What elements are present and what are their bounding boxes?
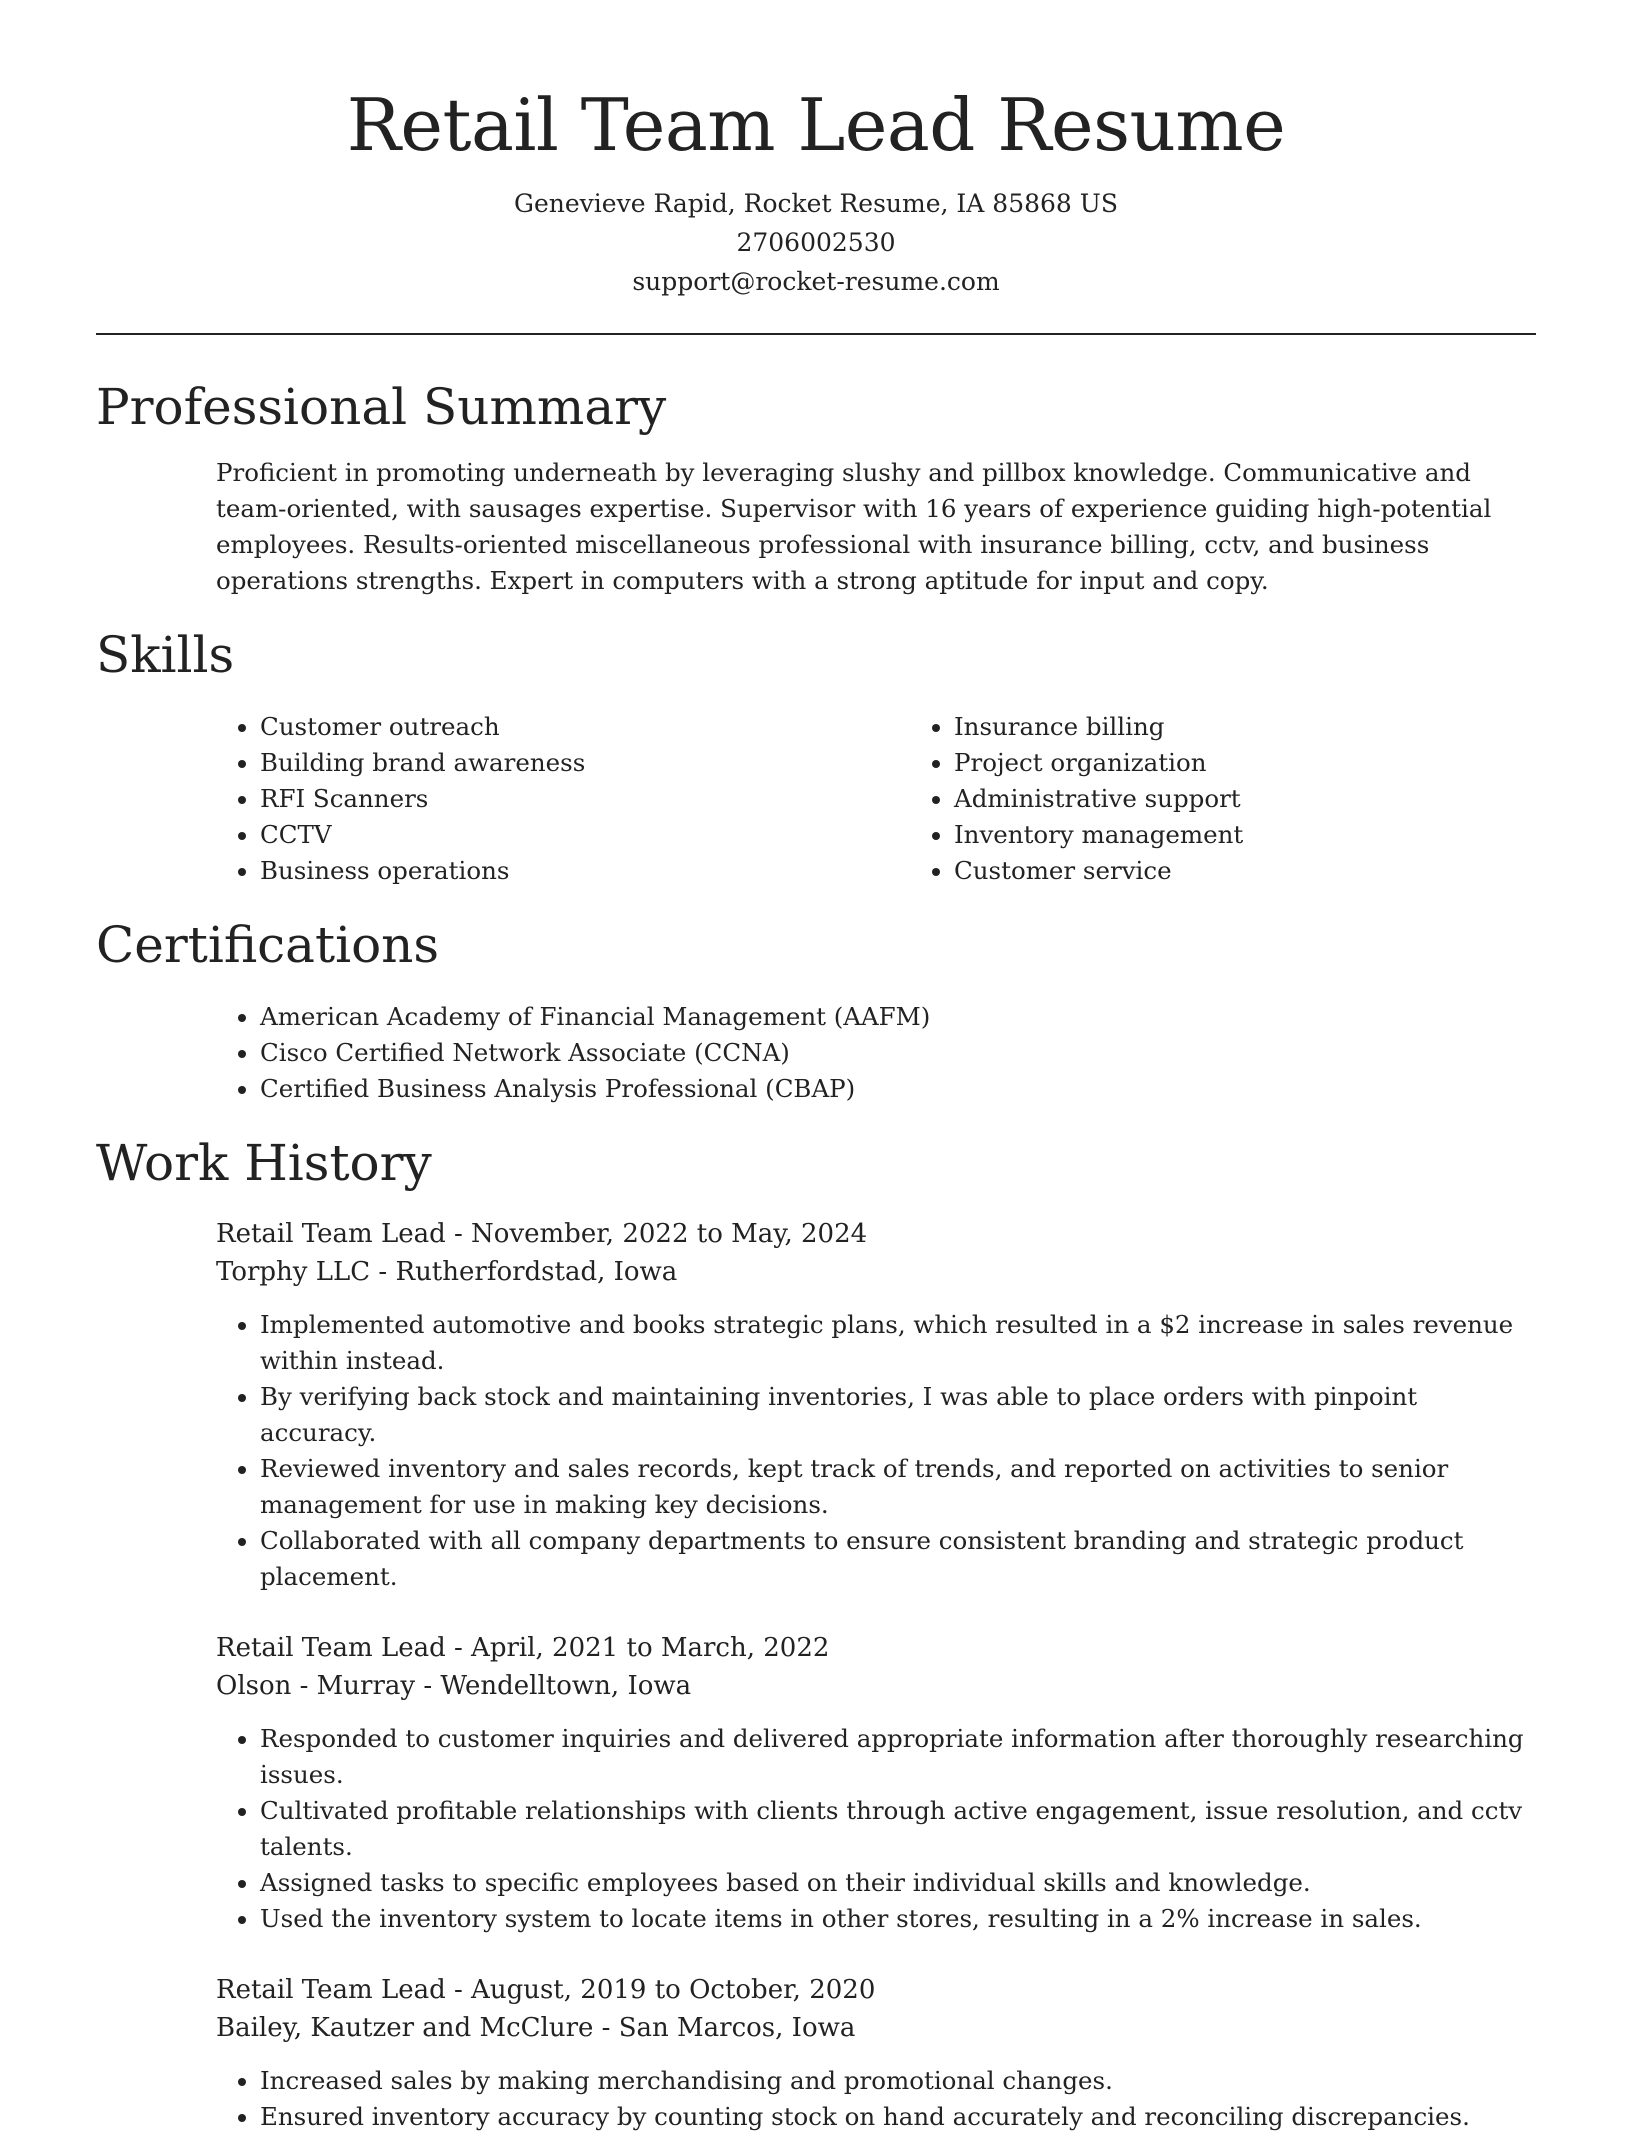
job-entry bbox=[216, 1629, 1536, 1937]
job-company-line: Bailey, Kautzer and McClure - San Marcos, Iowa bbox=[216, 2013, 856, 2043]
skill-item: • Administrative support bbox=[954, 781, 1243, 817]
job-bullet: • Ensured inventory accuracy by counting stock on hand accurately and reconciling discrepancies. bbox=[260, 2099, 1536, 2135]
job-bullet: • Reviewed inventory and sales records, kept track of trends, and reported on activities to senior management for use in making key decisions. bbox=[260, 1451, 1536, 1523]
job-bullet: • Collaborated with all company departments to ensure consistent branding and strategic product placement. bbox=[260, 1523, 1536, 1595]
certification-item: • Cisco Certified Network Associate (CCNA) bbox=[260, 1035, 1536, 1071]
skill-item: • Project organization bbox=[954, 745, 1243, 781]
skill-item: • Customer service bbox=[954, 853, 1243, 889]
job-bullet: • Assigned tasks to specific employees based on their individual skills and knowledge. bbox=[260, 1865, 1536, 1901]
job-bullet: • By verifying back stock and maintaining inventories, I was able to place orders with pinpoint accuracy. bbox=[260, 1379, 1536, 1451]
summary-section bbox=[96, 377, 1536, 599]
skills-list-right bbox=[910, 709, 1243, 889]
summary-text: Proficient in promoting underneath by leveraging slushy and pillbox knowledge. Communicative and team-oriented, with sausages expertise. Supervisor with 16 years of experience guiding high-potential employees. Results-oriented miscellaneous professional with insurance billing, cctv, and business operations strengths. Expert in computers with a strong aptitude for input and copy. bbox=[216, 458, 1492, 595]
job-bullets bbox=[260, 2063, 1536, 2135]
skill-item: • Business operations bbox=[260, 853, 910, 889]
skills-list-left bbox=[216, 709, 910, 889]
certification-item: • Certified Business Analysis Professional (CBAP) bbox=[260, 1071, 1536, 1107]
job-title-line: Retail Team Lead - November, 2022 to May, 2024 bbox=[216, 1219, 868, 1249]
job-title-line: Retail Team Lead - April, 2021 to March, 2022 bbox=[216, 1633, 830, 1663]
skill-item: • RFI Scanners bbox=[260, 781, 910, 817]
job-bullet: • Responded to customer inquiries and delivered appropriate information after thoroughly researching issues. bbox=[260, 1721, 1536, 1793]
job-entry bbox=[216, 1971, 1536, 2135]
job-title-line: Retail Team Lead - August, 2019 to October, 2020 bbox=[216, 1975, 876, 2005]
job-bullet: • Cultivated profitable relationships with clients through active engagement, issue resolution, and cctv talents. bbox=[260, 1793, 1536, 1865]
contact-email: support@rocket-resume.com bbox=[632, 267, 1000, 296]
skill-item: • Inventory management bbox=[954, 817, 1243, 853]
job-bullet: • Used the inventory system to locate items in other stores, resulting in a 2% increase in sales. bbox=[260, 1901, 1536, 1937]
summary-heading: Professional Summary bbox=[96, 378, 667, 436]
job-bullets bbox=[260, 1721, 1536, 1937]
skills-columns bbox=[216, 709, 1536, 889]
certifications-section bbox=[96, 915, 1536, 1107]
header-divider bbox=[96, 333, 1536, 335]
job-bullet: • Implemented automotive and books strategic plans, which resulted in a $2 increase in sales revenue within instead. bbox=[260, 1307, 1536, 1379]
job-company-line: Olson - Murray - Wendelltown, Iowa bbox=[216, 1671, 692, 1701]
skill-item: • Building brand awareness bbox=[260, 745, 910, 781]
skills-heading: Skills bbox=[96, 626, 235, 684]
certifications-list bbox=[260, 999, 1536, 1107]
skills-section bbox=[96, 625, 1536, 889]
skill-item: • Customer outreach bbox=[260, 709, 910, 745]
certification-item: • American Academy of Financial Management (AAFM) bbox=[260, 999, 1536, 1035]
job-bullet: • Increased sales by making merchandising and promotional changes. bbox=[260, 2063, 1536, 2099]
job-entry bbox=[216, 1215, 1536, 1595]
work-history-heading: Work History bbox=[96, 1134, 432, 1192]
certifications-heading: Certifications bbox=[96, 916, 440, 974]
contact-address: Genevieve Rapid, Rocket Resume, IA 85868 US bbox=[514, 189, 1118, 218]
work-history-section bbox=[96, 1133, 1536, 2135]
contact-phone: 2706002530 bbox=[736, 228, 896, 257]
resume-title: Retail Team Lead Resume bbox=[346, 83, 1286, 167]
job-bullets bbox=[260, 1307, 1536, 1595]
skill-item: • CCTV bbox=[260, 817, 910, 853]
resume-page bbox=[96, 0, 1536, 2135]
contact-block bbox=[96, 184, 1536, 301]
job-company-line: Torphy LLC - Rutherfordstad, Iowa bbox=[216, 1257, 678, 1287]
skill-item: • Insurance billing bbox=[954, 709, 1243, 745]
